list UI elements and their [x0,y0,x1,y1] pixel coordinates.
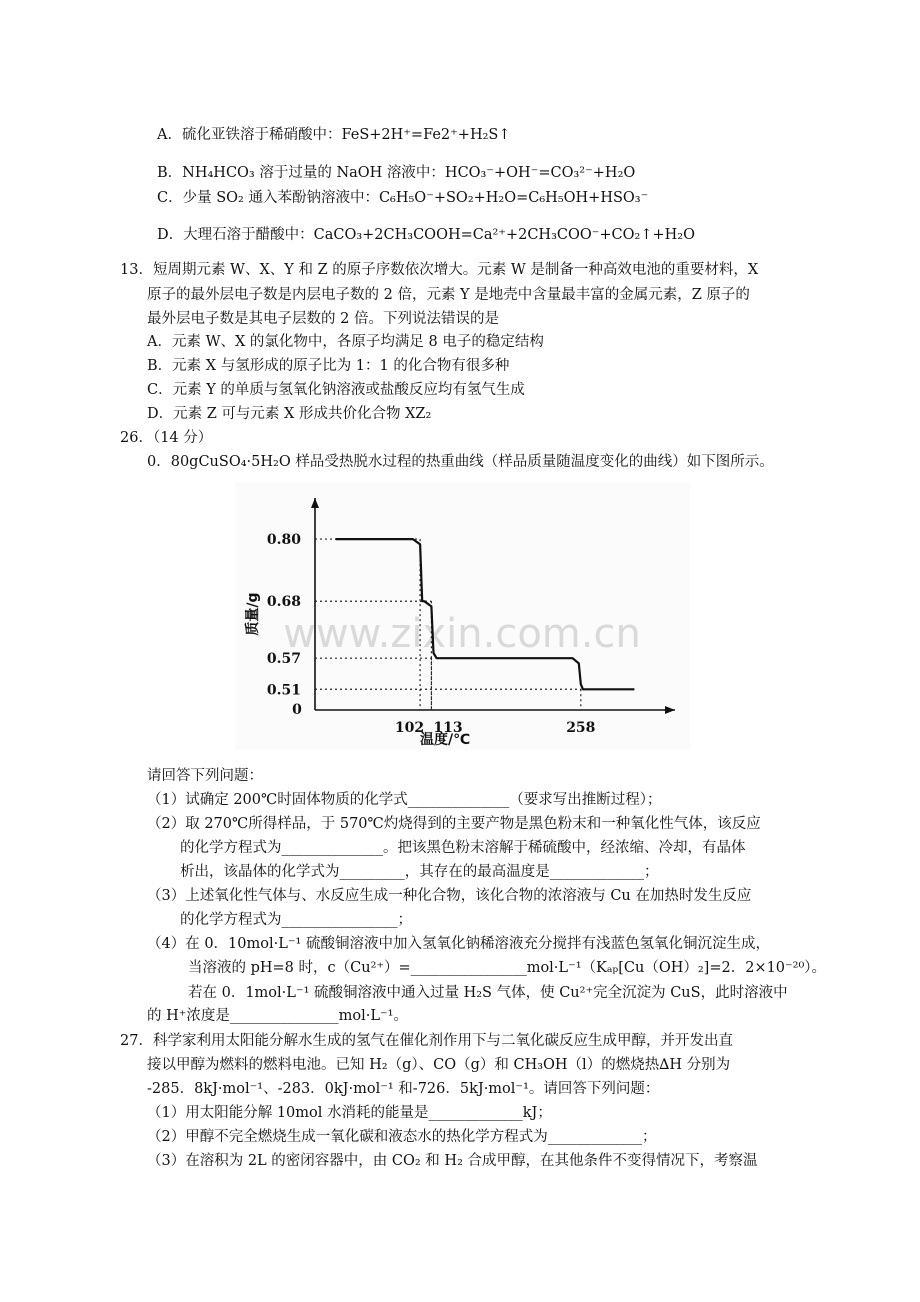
q26-part4-line2: 当溶液的 pH=8 时，c（Cu²⁺）=________________mol·L⁻¹（Kₐₚ[Cu（OH）₂]=2．2×10⁻²⁰）。 [188,960,827,976]
q12-option-b: B．NH₄HCO₃ 溶于过量的 NaOH 溶液中：HCO₃⁻+OH⁻=CO₃²⁻+H₂O [157,165,636,181]
q27-stem-line1: 27．科学家利用太阳能分解水生成的氢气在催化剂作用下与二氧化碳反应生成甲醇，并开发出直 [120,1033,733,1049]
q27-part3: （3）在溶积为 2L 的密闭容器中，由 CO₂ 和 H₂ 合成甲醇，在其他条件不变得情况下，考察温 [147,1153,758,1169]
q26-part3-line2: 的化学方程式为________________； [180,912,412,928]
y-tick-label-1: 0.68 [266,594,301,611]
x-tick-label-2: 113 [433,720,463,736]
q26-part4-line3: 若在 0．1mol·L⁻¹ 硫酸铜溶液中通入过量 H₂S 气体，使 Cu²⁺完全沉淀为 CuS，此时溶液中 [188,985,788,1001]
q12-option-a: A．硫化亚铁溶于稀硝酸中：FeS+2H⁺=Fe2⁺+H₂S↑ [157,127,511,143]
q13-stem-line2: 原子的最外层电子数是内层电子数的 2 倍，元素 Y 是地壳中含量最丰富的金属元素，Z 原子的 [147,287,750,303]
q26-part2-line3: 析出，该晶体的化学式为_________，其存在的最高温度是_____________； [180,864,659,880]
q26-part4-line1: （4）在 0．10mol·L⁻¹ 硫酸铜溶液中加入氢氧化钠稀溶液充分搅拌有浅蓝色氢氧化铜沉淀生成， [147,936,770,952]
q13-option-d: D．元素 Z 可与元素 X 形成共价化合物 XZ₂ [147,406,432,422]
q26-part1: （1）试确定 200℃时固体物质的化学式______________（要求写出推断过程）； [147,792,662,808]
x-tick-label-0: 0 [292,702,302,718]
thermogravimetric-chart [235,482,690,750]
q26-part2-line1: （2）取 270℃所得样品，于 570℃灼烧得到的主要产物是黑色粉末和一种氧化性气体，该反应 [147,816,761,832]
watermark-text: www.zixin.com.cn [283,611,641,657]
q26-part2-line2: 的化学方程式为______________。把该黑色粉末溶解于稀硫酸中，经浓缩、冷却，有晶体 [180,840,746,856]
x-axis-label: 温度/℃ [419,732,471,748]
y-axis-label: 质量/g [245,592,261,636]
q13-stem-line3: 最外层电子数是其电子层数的 2 倍。下列说法错误的是 [147,311,499,327]
q13-option-c: C．元素 Y 的单质与氢氧化钠溶液或盐酸反应均有氢气生成 [147,382,525,398]
q27-stem-line3: -285．8kJ·mol⁻¹、-283．0kJ·mol⁻¹ 和-726．5kJ·mol⁻¹。请回答下列问题： [147,1081,660,1097]
x-tick-label-1: 102 [394,720,425,736]
y-tick-label-3: 0.51 [266,682,301,699]
q27-stem-line2: 接以甲醇为燃料的燃料电池。已知 H₂（g）、CO（g）和 CH₃OH（l）的燃烧热∆H 分别为 [147,1057,731,1073]
y-tick-label-0: 0.80 [266,532,301,549]
q27-part1: （1）用太阳能分解 10mol 水消耗的能量是_____________kJ； [147,1105,552,1121]
q26-ask: 请回答下列问题： [147,768,263,784]
q27-part2: （2）甲醇不完全燃烧生成一氧化碳和液态水的热化学方程式为_____________； [147,1129,657,1145]
q26-part3-line1: （3）上述氧化性气体与、水反应生成一种化合物，该化合物的浓溶液与 Cu 在加热时发生反应 [147,888,752,904]
q26-heading: 26．（14 分） [120,430,213,446]
q13-option-a: A．元素 W、X 的氯化物中，各原子均满足 8 电子的稳定结构 [147,334,544,350]
q26-part4-line4: 的 H⁺浓度是_______________mol·L⁻¹。 [147,1008,408,1024]
q13-stem-line1: 13．短周期元素 W、X、Y 和 Z 的原子序数依次增大。元素 W 是制备一种高效电池的重要材料，X [120,262,759,278]
q13-option-b: B．元素 X 与氢形成的原子比为 1：1 的化合物有很多种 [147,358,510,374]
q12-option-d: D．大理石溶于醋酸中：CaCO₃+2CH₃COOH=Ca²⁺+2CH₃COO⁻+CO₂↑+H₂O [157,227,695,243]
q26-intro: 0．80gCuSO₄·5H₂O 样品受热脱水过程的热重曲线（样品质量随温度变化的曲线）如下图所示。 [147,454,774,470]
y-tick-label-2: 0.57 [266,651,301,668]
x-tick-label-3: 258 [566,720,596,736]
q12-option-c: C．少量 SO₂ 通入苯酚钠溶液中：C₆H₅O⁻+SO₂+H₂O=C₆H₅OH+HSO₃⁻ [157,190,649,206]
